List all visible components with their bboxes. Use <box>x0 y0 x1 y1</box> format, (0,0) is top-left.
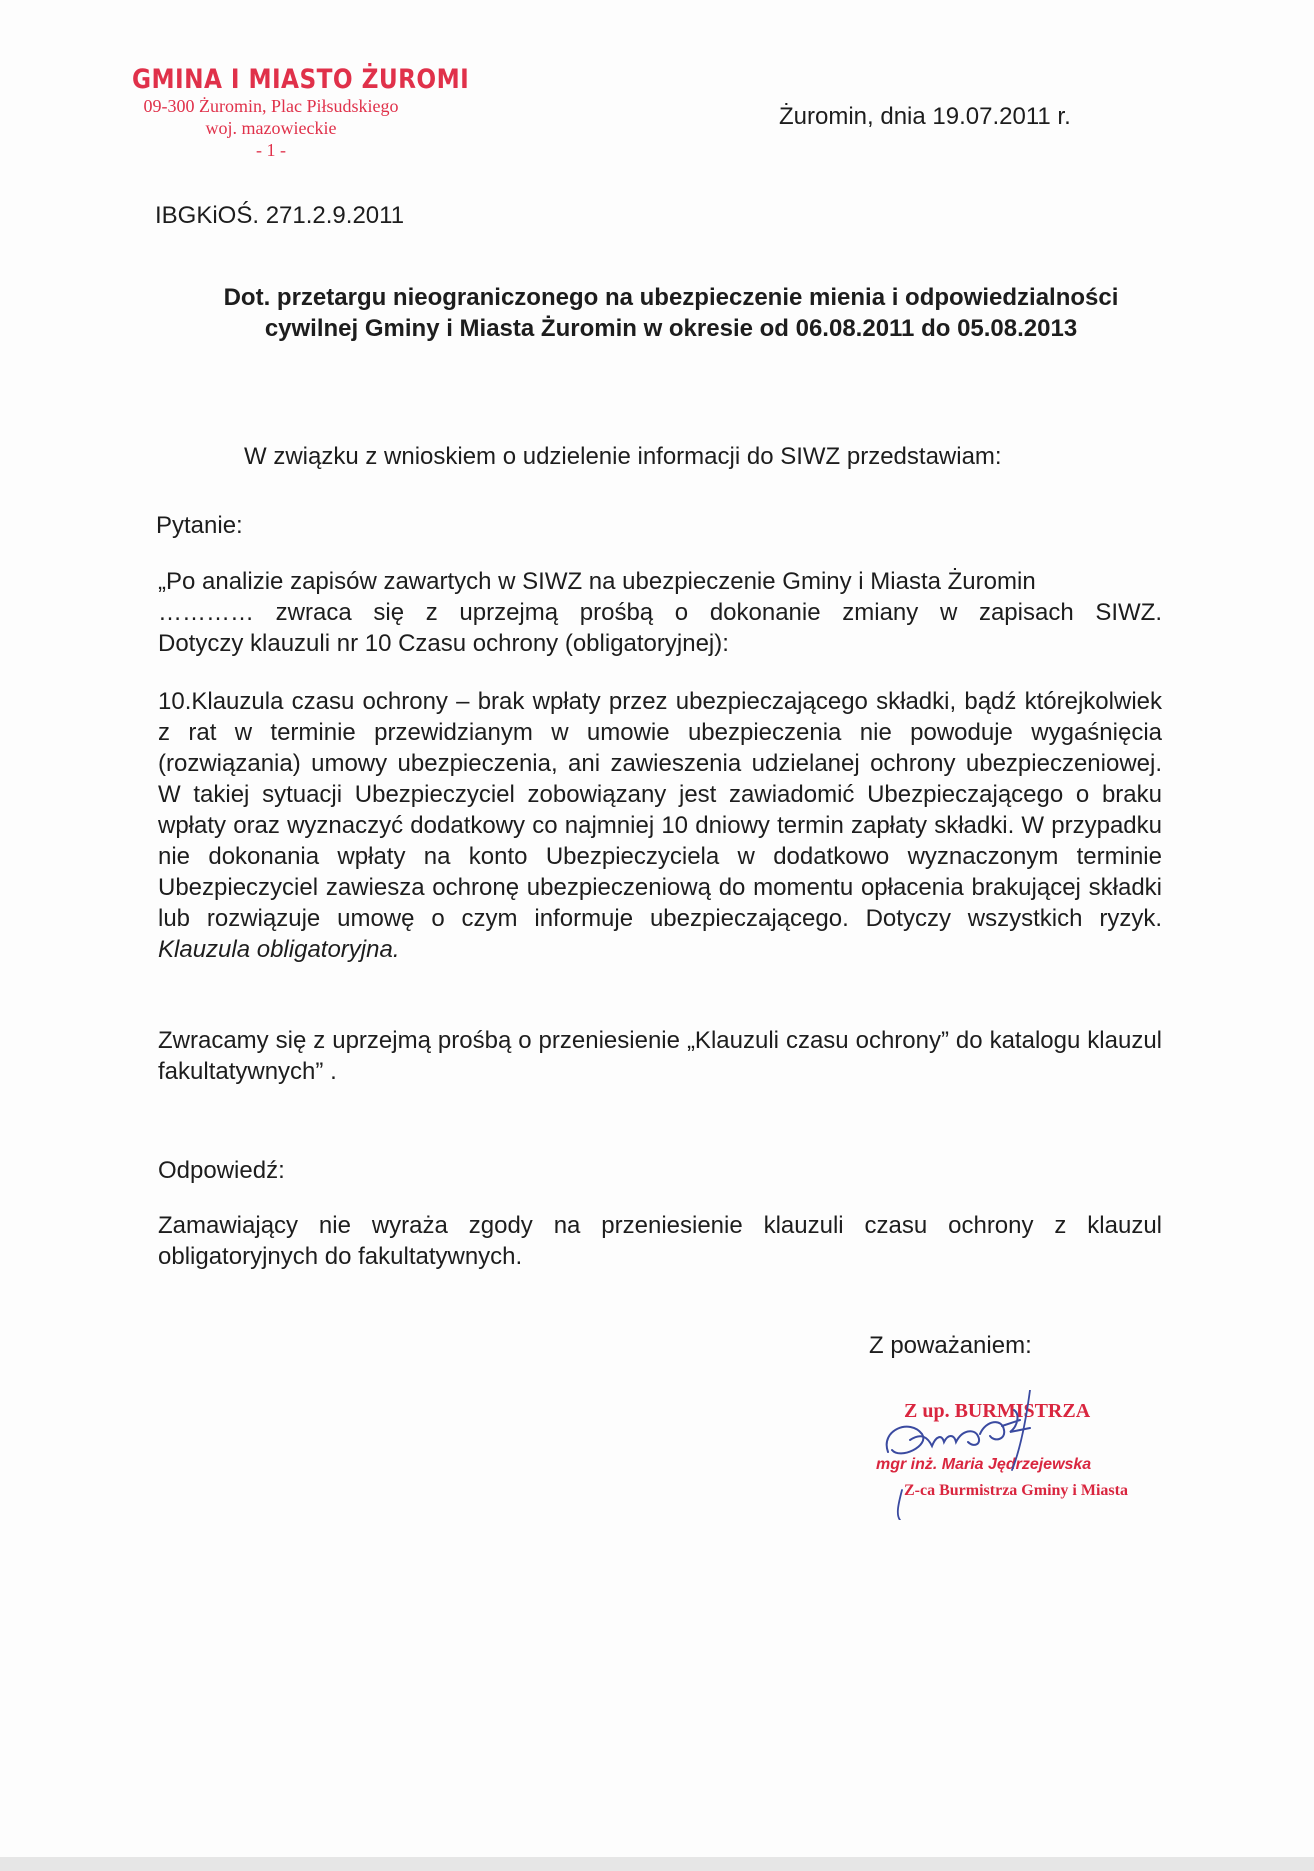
scan-edge <box>0 1857 1314 1871</box>
letterhead-title: GMINA I MIASTO ŻUROMI <box>132 64 470 95</box>
letterhead-stamp <box>106 64 470 161</box>
subject-line-1: Dot. przetargu nieograniczonego na ubezpieczenie mienia i odpowiedzialności <box>223 284 1119 311</box>
question-text <box>158 566 1162 659</box>
question-line-3: Dotyczy klauzuli nr 10 Czasu ochrony (obligatoryjnej): <box>158 630 729 657</box>
letterhead-region: woj. mazowieckie <box>205 118 337 138</box>
answer-paragraph: Zamawiający nie wyraża zgody na przeniesienie klauzuli czasu ochrony z klauzul obligatoryjnych do fakultatywnych. <box>158 1212 1162 1270</box>
question-line-1: „Po analizie zapisów zawartych w SIWZ na ubezpieczenie Gminy i Miasta Żuromin <box>158 568 1036 595</box>
letterhead-address: 09-300 Żuromin, Plac Piłsudskiego <box>143 96 399 116</box>
signature-stamp-role: Z-ca Burmistrza Gminy i Miasta <box>904 1482 1128 1499</box>
subject-heading <box>156 282 1186 344</box>
intro-paragraph: W związku z wnioskiem o udzielenie informacji do SIWZ przedstawiam: <box>244 443 1002 470</box>
question-label: Pytanie: <box>156 512 243 539</box>
request-paragraph: Zwracamy się z uprzejmą prośbą o przeniesienie „Klauzuli czasu ochrony” do katalogu klauzul fakultatywnych” . <box>158 1027 1162 1085</box>
handwritten-signature <box>870 1390 1170 1520</box>
clause-text: 10.Klauzula czasu ochrony – brak wpłaty przez ubezpieczającego składki, bądź którejkolwiek z rat w terminie przewidzianym w umowie ubezpieczenia nie powoduje wygaśnięcia (rozwiązania) umowy ubezpieczenia, ani zawieszenia udzielanej ochrony ubezpieczeniowej. W takiej sytuacji Ubezpieczyciel zobowiązany jest zawiadomić Ubezpieczającego o braku wpłaty oraz wyznaczyć dodatkowy co najmniej 10 dniowy termin zapłaty składki. W przypadku nie dokonania wpłaty na konto Ubezpieczyciela w dodatkowo wyznaczonym terminie Ubezpieczyciel zawiesza ochronę ubezpieczeniową do momentu opłacenia brakującej składki lub rozwiązuje umowę o czym informuje ubezpieczającego. Dotyczy wszystkich ryzyk. <box>158 688 1162 932</box>
question-line-2: ………… zwraca się z uprzejmą prośbą o dokonanie zmiany w zapisach SIWZ. <box>158 599 1162 626</box>
clause-italic-note: Klauzula obligatoryjna. <box>158 936 400 963</box>
reference-number: IBGKiOŚ. 271.2.9.2011 <box>155 202 405 229</box>
subject-line-2: cywilnej Gminy i Miasta Żuromin w okresie od 06.08.2011 do 05.08.2013 <box>264 315 1078 342</box>
signature-stamp-name: mgr inż. Maria Jędrzejewska <box>876 1456 1092 1473</box>
letterhead-page-mark: - 1 - <box>256 140 286 160</box>
signature-stamp-title: Z up. BURMISTRZA <box>904 1400 1091 1422</box>
answer-label: Odpowiedź: <box>158 1157 285 1184</box>
closing-greeting: Z poważaniem: <box>869 1332 1032 1359</box>
clause-paragraph <box>158 686 1162 965</box>
date-line: Żuromin, dnia 19.07.2011 r. <box>779 103 1071 130</box>
